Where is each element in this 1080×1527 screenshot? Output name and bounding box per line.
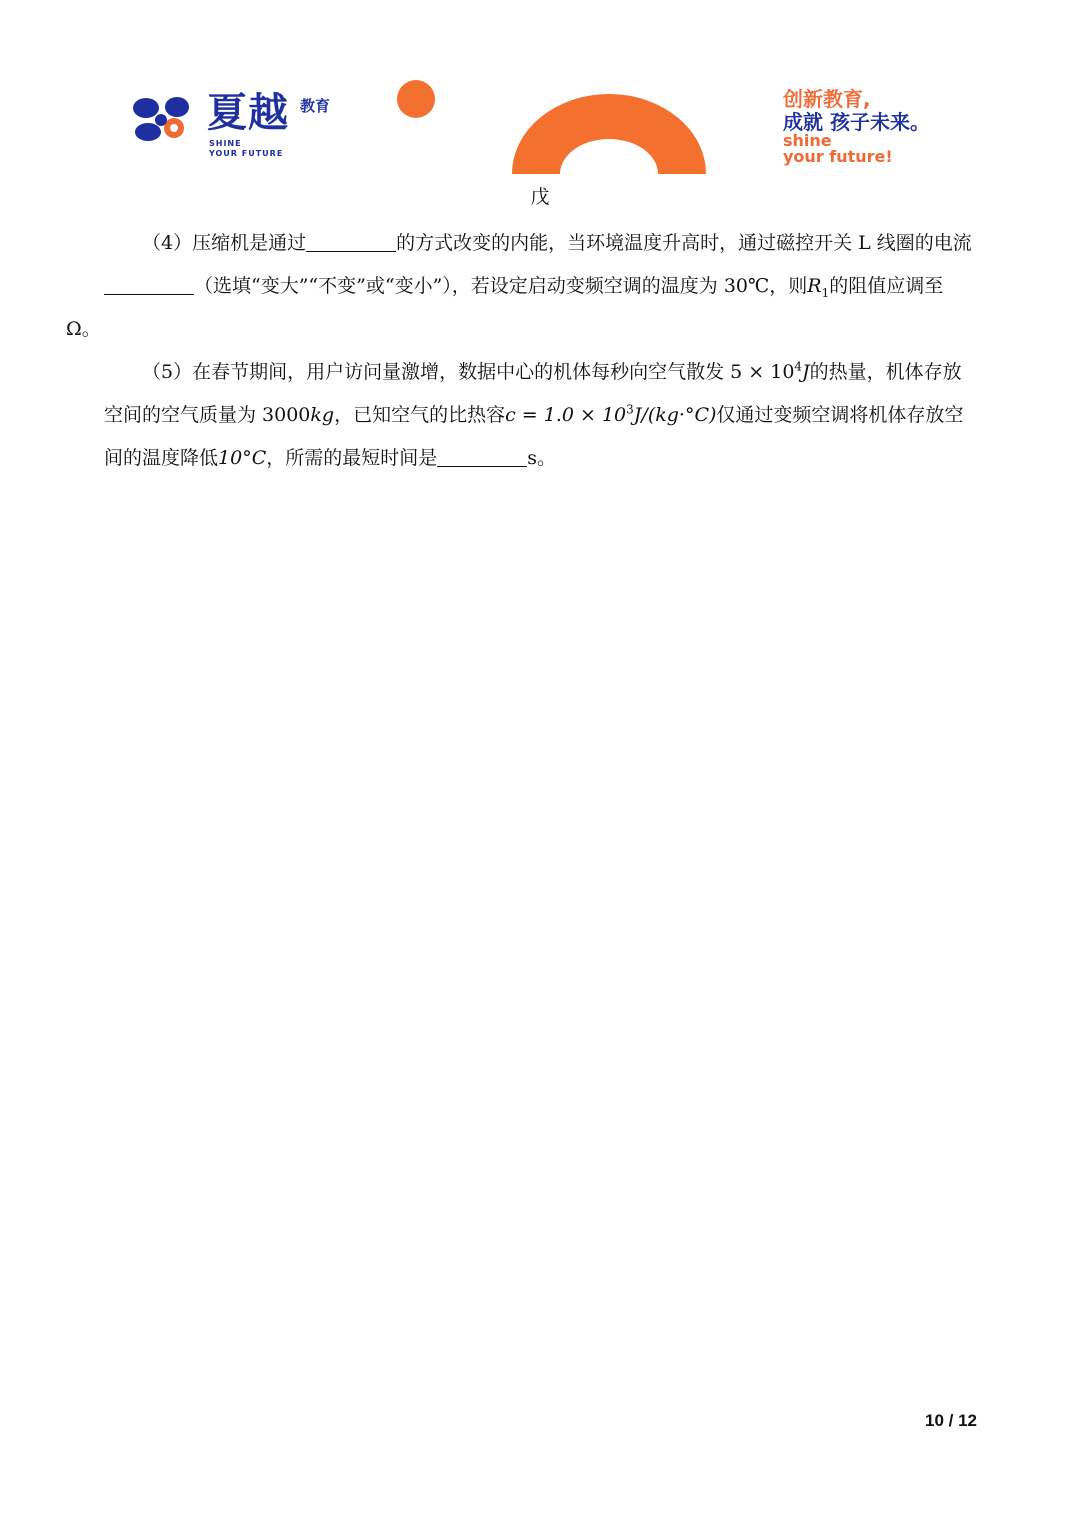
- page-header: [0, 0, 1080, 180]
- brand-logo: [133, 90, 353, 163]
- q5-text-4: 仅通过变频空调将机体存放空间的温度降低: [104, 404, 964, 469]
- temperature-drop: 10°C: [218, 447, 267, 469]
- mass-value: 3000kg: [262, 404, 335, 426]
- answer-blank-4a[interactable]: [306, 227, 396, 252]
- q5-text-5: ，所需的最短时间是: [266, 447, 438, 469]
- specific-heat-value: $c = 1.0 \times 10^3J/(kg\cdot^\circ C)$: [505, 402, 717, 426]
- brand-tagline-line2: YOUR FUTURE: [209, 149, 284, 158]
- q5-text-6: s。: [527, 447, 557, 469]
- q4-text-5: Ω。: [66, 318, 101, 340]
- r1-symbol: $R_1$: [807, 275, 830, 300]
- q5-text-1: （5）在春节期间，用户访问量激增，数据中心的机体每秒向空气散发: [142, 361, 731, 383]
- heat-value: $5 \times 10^4J$: [730, 359, 810, 383]
- q5-text-3: ，已知空气的比热容: [334, 404, 506, 426]
- slogan-line3: shine: [783, 131, 832, 150]
- figure-dot: [397, 80, 435, 118]
- brand-name: 夏越: [207, 90, 289, 136]
- figure-caption: 戊: [530, 186, 550, 208]
- answer-blank-4b[interactable]: [104, 270, 194, 295]
- q4-text-2: 的方式改变的内能，当环境温度升高时，通过磁控开关 L 线圈的电流: [396, 232, 972, 254]
- q4-text-1: （4）压缩机是通过: [142, 232, 307, 254]
- page-number: 10 / 12: [925, 1411, 977, 1430]
- brand-tagline: [209, 139, 283, 159]
- answer-blank-5[interactable]: [437, 442, 527, 467]
- slogan-line1: 创新教育,: [783, 87, 871, 111]
- q4-text-3: （选填“变大”“不变”或“变小”），若设定启动变频空调的温度为 30℃，则: [194, 275, 808, 297]
- brand-tagline-line1: SHINE: [209, 139, 242, 148]
- slogan-block: [783, 88, 983, 166]
- q5-text-2: 的热量，机体存放空间的空气质量为: [104, 361, 962, 426]
- question-5: [104, 351, 980, 480]
- question-4: [66, 222, 980, 351]
- figure-arch: [512, 94, 706, 174]
- slogan-line2: 成就 孩子未来。: [783, 110, 930, 134]
- brand-edu: 教育: [300, 97, 331, 115]
- question-content: [66, 222, 980, 480]
- figure-illustration: [390, 80, 720, 180]
- slogan-line4: your future!: [783, 147, 893, 166]
- flower-logo-icon: [133, 95, 191, 143]
- q4-text-4: 的阻值应调至: [829, 275, 944, 297]
